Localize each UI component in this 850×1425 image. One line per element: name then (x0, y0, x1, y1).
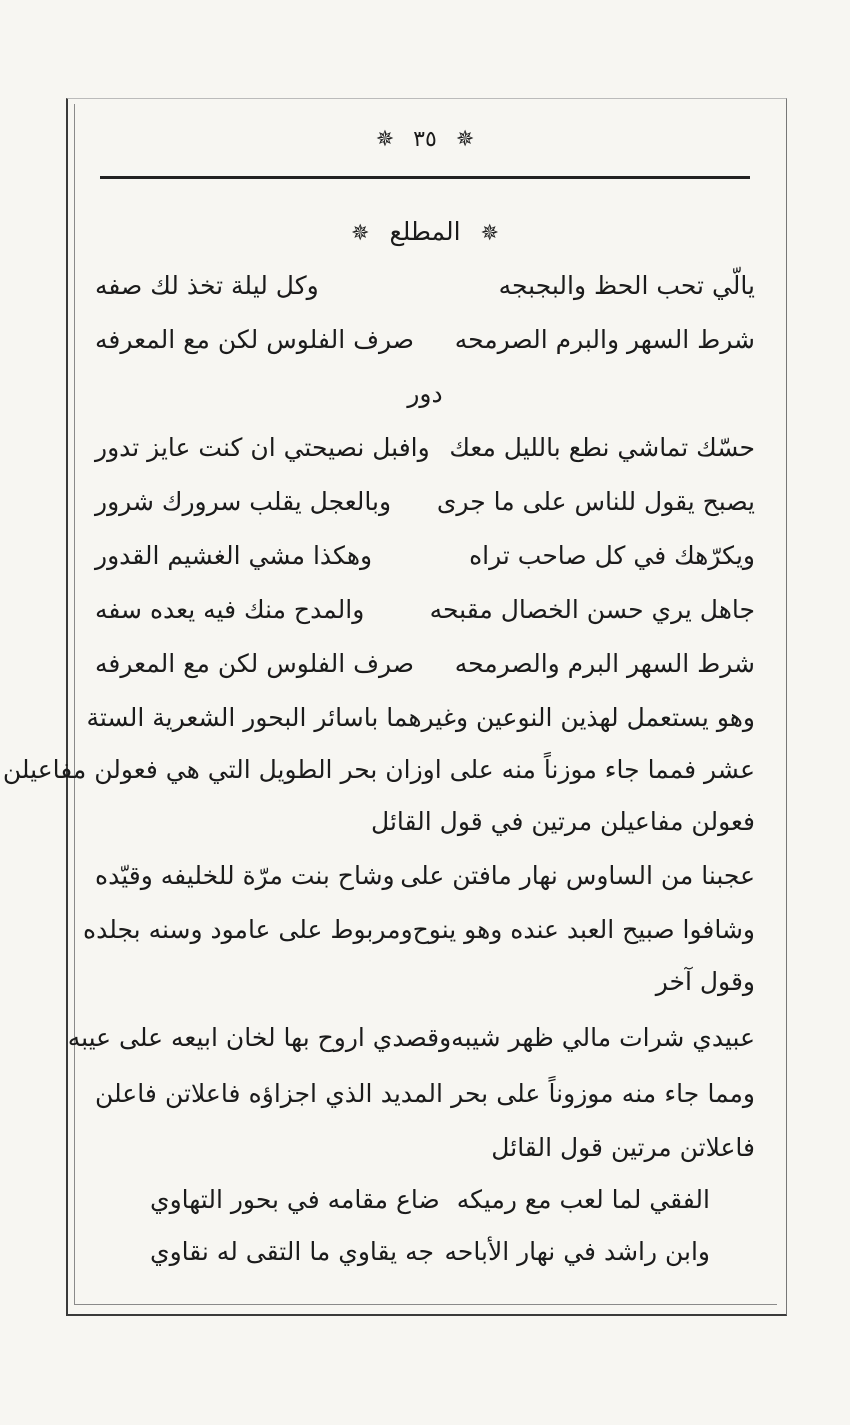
hemistich-first: عجبنا من الساوس نهار مافتن على (400, 861, 755, 890)
hemistich-second: والمدح منك فيه يعده سفه (95, 595, 365, 624)
ornament-icon: ✵ (351, 221, 370, 246)
verse-line (95, 856, 755, 896)
hemistich-first: وشافوا صبيح العبد عنده وهو ينوح (412, 915, 755, 944)
verse-line (95, 266, 755, 306)
verse-line (67, 1018, 755, 1058)
dawr-label: دور (407, 379, 443, 408)
section-title: المطلع (389, 217, 461, 246)
hemistich-second: ومربوط على عامود وسنه بجلده (83, 915, 413, 944)
page-header (100, 118, 750, 162)
paragraph-line: فعولن مفاعيلن مرتين في قول القائل (371, 807, 755, 836)
hemistich-second: صرف الفلوس لكن مع المعرفه (95, 649, 415, 678)
hemistich-first: وابن راشد في نهار الأباحه (444, 1237, 710, 1266)
page-number: ٣٥ (413, 127, 437, 152)
verse-line (95, 482, 755, 522)
hemistich-first: يصبح يقول للناس على ما جرى (436, 487, 755, 516)
verse-line (150, 1232, 710, 1272)
hemistich-first: حسّك تماشي نطع بالليل معك (449, 433, 755, 462)
header-rule (100, 176, 750, 179)
paragraph-line: ومما جاء منه موزوناً على بحر المديد الذي اجزاؤه فاعلاتن فاعلن (95, 1079, 755, 1108)
hemistich-second: وشاح بنت مرّة للخليفه وقيّده (95, 861, 395, 890)
hemistich-second: صرف الفلوس لكن مع المعرفه (95, 325, 415, 354)
hemistich-first: يالّي تحب الحظ والبجبجه (498, 271, 755, 300)
verse-line (95, 644, 755, 684)
hemistich-second: وبالعجل يقلب سرورك شرور (95, 487, 392, 516)
hemistich-first: شرط السهر البرم والصرمحه (454, 649, 755, 678)
verse-line (83, 910, 755, 950)
ornament-right-icon: ✵ (455, 127, 475, 152)
paragraph-line: عشر فمما جاء موزناً منه على اوزان بحر الطويل التي هي فعولن مفاعيلن (2, 755, 755, 784)
verse-line (95, 536, 755, 576)
hemistich-second: ضاع مقامه في بحور التهاوي (150, 1185, 440, 1214)
verse-line (95, 428, 755, 468)
section-heading (95, 212, 755, 252)
hemistich-first: عبيدي شرات مالي ظهر شيبه (451, 1023, 755, 1052)
verse-line (95, 590, 755, 630)
hemistich-second: وكل ليلة تخذ لك صفه (95, 271, 319, 300)
hemistich-second: وهكذا مشي الغشيم القدور (95, 541, 373, 570)
paragraph-line: وهو يستعمل لهذين النوعين وغيرهما باسائر البحور الشعرية الستة (86, 703, 755, 732)
hemistich-second: وقصدي اروح بها لخان ابيعه على عيبه (67, 1023, 452, 1052)
hemistich-first: شرط السهر والبرم الصرمحه (454, 325, 755, 354)
hemistich-first: ويكرّهك في كل صاحب تراه (469, 541, 755, 570)
paragraph-line: فاعلاتن مرتين قول القائل (491, 1133, 755, 1162)
hemistich-first: الفقي لما لعب مع رميكه (456, 1185, 710, 1214)
ornament-left-icon: ✵ (375, 127, 395, 152)
ornament-icon: ✵ (480, 221, 499, 246)
another-label: وقول آخر (655, 967, 755, 996)
hemistich-second: جه يقاوي ما التقى له نقاوي (150, 1237, 434, 1266)
hemistich-second: وافبل نصيحتي ان كنت عايز تدور (95, 433, 430, 462)
verse-line (150, 1180, 710, 1220)
hemistich-first: جاهل يري حسن الخصال مقبحه (429, 595, 755, 624)
verse-line (95, 320, 755, 360)
